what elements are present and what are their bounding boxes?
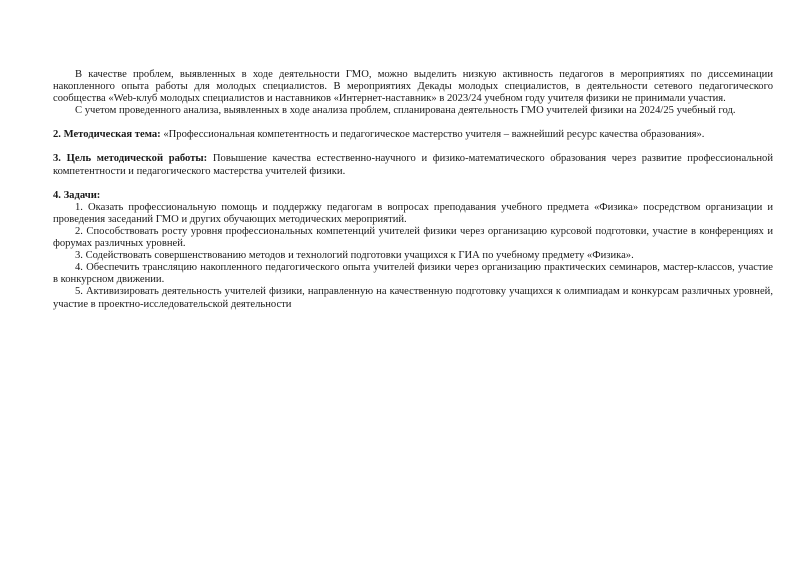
methodical-theme-text: «Профессиональная компетентность и педагогическое мастерство учителя – важнейший ресурс качества образования». bbox=[160, 129, 705, 141]
document-page bbox=[53, 69, 773, 311]
methodical-goal bbox=[53, 153, 773, 177]
spacer bbox=[53, 141, 773, 153]
tasks-heading-label: 4. Задачи: bbox=[53, 189, 101, 201]
spacer bbox=[53, 178, 773, 190]
methodical-theme-label: 2. Методическая тема: bbox=[53, 129, 161, 141]
task-item-2: 2. Способствовать росту уровня профессиональных компетенций учителей физики через организацию курсовой подготовки, участие в конференциях и форумах различных уровней. bbox=[53, 225, 773, 250]
task-item-1: 1. Оказать профессиональную помощь и поддержку педагогам в вопросах преподавания учебного предмета «Физика» посредством организации и проведения заседаний ГМО и других обучающих методических мероприятий. bbox=[53, 201, 773, 225]
task-item-3: 3. Содействовать совершенствованию методов и технологий подготовки учащихся к ГИА по учебному предмету «Физика». bbox=[75, 250, 634, 262]
methodical-theme bbox=[53, 129, 773, 141]
task-item-4: 4. Обеспечить трансляцию накопленного педагогического опыта учителей физики через организацию практических семинаров, мастер-классов, участие в конкурсном движении. bbox=[53, 262, 773, 286]
intro-paragraph-1: В качестве проблем, выявленных в ходе деятельности ГМО, можно выделить низкую активность педагогов в мероприятиях по диссеминации накопленного опыта работы для молодых специалистов. В мероприятиях Декады молодых специалистов, в деятельности сетевого педагогического сообщества «Web-клуб молодых специалистов и наставников «Интернет-наставник» в 2023/24 учебном году учителя физики не принимали участия. bbox=[53, 69, 773, 105]
methodical-goal-label: 3. Цель методической работы: bbox=[53, 153, 208, 165]
tasks-heading bbox=[53, 190, 773, 202]
spacer bbox=[53, 117, 773, 129]
intro-paragraph-2: С учетом проведенного анализа, выявленных в ходе анализа проблем, спланирована деятельность ГМО учителей физики на 2024/25 учебный год. bbox=[75, 105, 736, 117]
task-item-5: 5. Активизировать деятельность учителей физики, направленную на качественную подготовку учащихся к олимпиадам и конкурсам различных уровней, участие в проектно-исследовательской деятельности bbox=[53, 286, 773, 310]
methodical-goal-text: Повышение качества естественно-научного и физико-математического образования через развитие профессиональной компетентности и педагогического мастерства учителей физики. bbox=[53, 153, 773, 177]
